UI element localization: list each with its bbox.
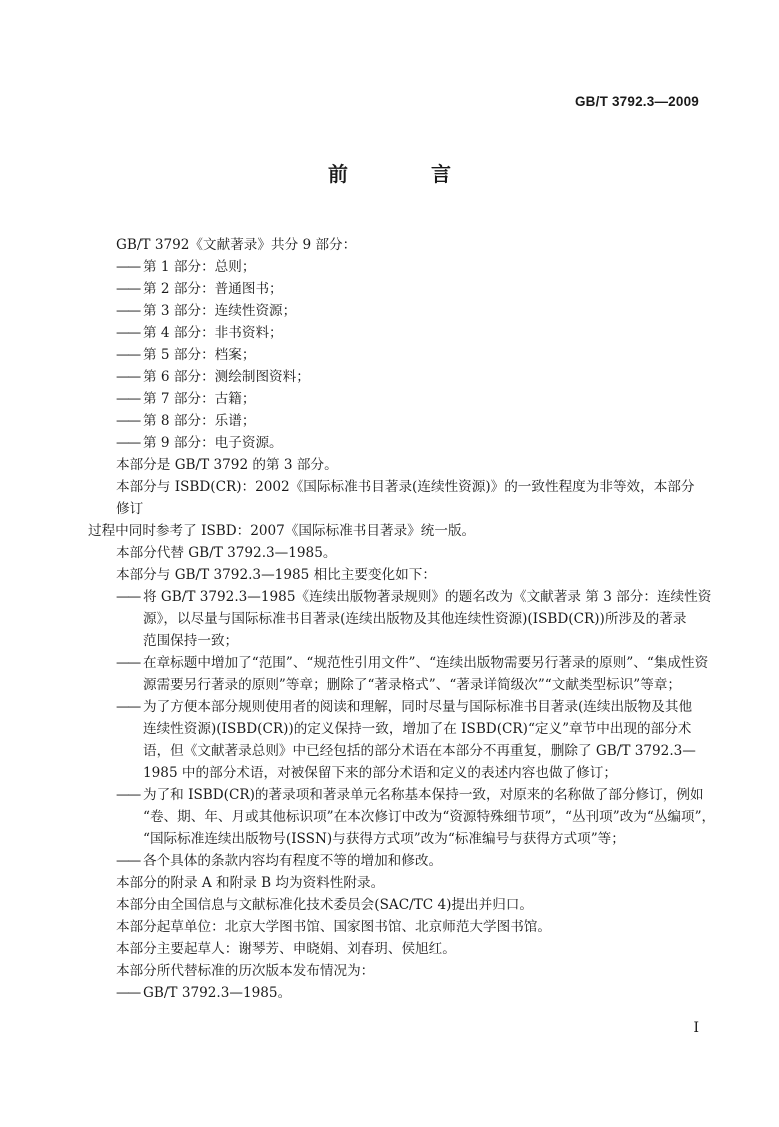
dash-mark: —— bbox=[116, 787, 140, 803]
list-item: —— 第 1 部分：总则； bbox=[88, 256, 702, 278]
text-line: “国际标准连续出版物号(ISSN)与获得方式项”改为“标准编号与获得方式项”等； bbox=[143, 831, 625, 847]
change-item bbox=[88, 850, 702, 872]
dash-mark: —— bbox=[116, 589, 140, 605]
text-line: 连续性资源)(ISBD(CR))的定义保持一致，增加了在 ISBD(CR)“定义”章节中出现的部分术 bbox=[143, 721, 692, 737]
standard-number: GB/T 3792.3—2009 bbox=[574, 94, 699, 109]
text-line: 各个具体的条款内容均有程度不等的增加和修改。 bbox=[143, 853, 443, 869]
changes-list bbox=[88, 586, 716, 872]
list-item: —— 第 6 部分：测绘制图资料； bbox=[88, 366, 702, 388]
change-item bbox=[88, 586, 712, 652]
drafting-units: 本部分起草单位：北京大学图书馆、国家图书馆、北京师范大学图书馆。 bbox=[116, 919, 551, 935]
text-line: 本部分与 ISBD(CR)：2002《国际标准书目著录(连续性资源)》的一致性程度为非等效，本部分修订 bbox=[116, 479, 695, 517]
list-item: —— 第 8 部分：乐谱； bbox=[88, 410, 702, 432]
part-statement: 本部分是 GB/T 3792 的第 3 部分。 bbox=[116, 457, 338, 473]
list-item: —— 第 3 部分：连续性资源； bbox=[88, 300, 702, 322]
dash-mark: —— bbox=[116, 655, 140, 671]
list-item: —— 第 4 部分：非书资料； bbox=[88, 322, 702, 344]
list-item: —— 第 2 部分：普通图书； bbox=[88, 278, 702, 300]
changes-heading: 本部分与 GB/T 3792.3—1985 相比主要变化如下： bbox=[116, 567, 436, 583]
drafters: 本部分主要起草人：谢琴芳、申晓娟、刘春玥、侯旭红。 bbox=[116, 941, 456, 957]
proposer-statement: 本部分由全国信息与文献标准化技术委员会(SAC/TC 4)提出并归口。 bbox=[116, 897, 533, 913]
history-heading: 本部分所代替标准的历次版本发布情况为： bbox=[116, 963, 375, 979]
dash-mark: —— bbox=[116, 699, 140, 715]
dash-mark: —— bbox=[116, 853, 140, 869]
text-line: 源需要另行著录的原则”等章；删除了“著录格式”、“著录详简级次”“文献类型标识”等章； bbox=[143, 677, 682, 693]
text-line: 过程中同时参考了 ISBD：2007《国际标准书目著录》统一版。 bbox=[88, 523, 476, 539]
appendix-statement: 本部分的附录 A 和附录 B 均为资料性附录。 bbox=[116, 875, 385, 891]
intro-paragraph: GB/T 3792《文献著录》共分 9 部分： bbox=[116, 237, 357, 253]
change-item bbox=[88, 696, 702, 784]
foreword-body bbox=[88, 234, 716, 1004]
list-item: —— GB/T 3792.3—1985。 bbox=[88, 982, 702, 1004]
replacement-statement: 本部分代替 GB/T 3792.3—1985。 bbox=[116, 545, 337, 561]
text-line: 1985 中的部分术语，对被保留下来的部分术语和定义的表述内容也做了修订； bbox=[143, 765, 617, 781]
page-number: I bbox=[693, 1020, 699, 1036]
text-line: 语，但《文献著录总则》中已经包括的部分术语在本部分不再重复，删除了 GB/T 3792.3— bbox=[143, 743, 696, 759]
text-line: 为了和 ISBD(CR)的著录项和著录单元名称基本保持一致，对原来的名称做了部分修订，例如 bbox=[143, 787, 704, 803]
change-item bbox=[88, 784, 716, 850]
parts-list bbox=[88, 256, 702, 454]
text-line: 为了方便本部分规则使用者的阅读和理解，同时尽量与国际标准书目著录(连续出版物及其他 bbox=[143, 699, 693, 715]
text-line: 源》，以尽量与国际标准书目著录(连续出版物及其他连续性资源)(ISBD(CR))所涉及的著录 bbox=[143, 611, 687, 627]
page-title: 前 言 bbox=[328, 162, 489, 186]
text-line: 在章标题中增加了“范围”、“规范性引用文件”、“连续出版物需要另行著录的原则”、“集成性资 bbox=[143, 655, 709, 671]
list-item: —— 第 7 部分：古籍； bbox=[88, 388, 702, 410]
list-item: —— 第 9 部分：电子资源。 bbox=[88, 432, 702, 454]
text-line: “卷、期、年、月或其他标识项”在本次修订中改为“资源特殊细节项”，“丛刊项”改为“丛编项”， bbox=[143, 809, 716, 825]
text-line: 范围保持一致； bbox=[143, 633, 239, 649]
list-item: —— 第 5 部分：档案； bbox=[88, 344, 702, 366]
consistency-paragraph bbox=[88, 476, 702, 542]
text-line: 将 GB/T 3792.3—1985《连续出版物著录规则》的题名改为《文献著录 第 3 部分：连续性资 bbox=[143, 589, 712, 605]
change-item bbox=[88, 652, 709, 696]
